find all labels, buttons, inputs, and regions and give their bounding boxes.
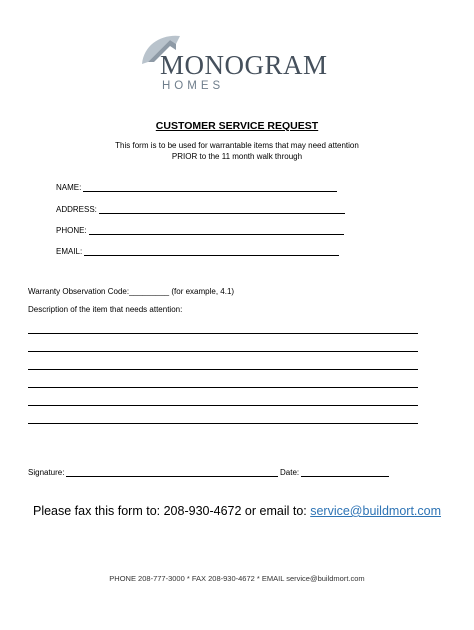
signature-label: Signature: [28,468,65,477]
description-line[interactable] [28,387,418,388]
address-field[interactable] [56,205,345,214]
address-label: ADDRESS: [56,205,97,214]
warranty-code-blank[interactable]: _________ [129,287,170,296]
description-line[interactable] [28,405,418,406]
warranty-code-label: Warranty Observation Code: [28,287,130,296]
footer-contact: PHONE 208-777-3000 * FAX 208-930-4672 * EMAIL service@buildmort.com [109,574,365,583]
description-label: Description of the item that needs attention: [28,305,183,314]
description-line[interactable] [28,369,418,370]
date-field[interactable] [280,468,389,477]
fax-instruction [0,504,474,518]
warranty-code-row[interactable] [28,287,234,296]
phone-line[interactable] [89,226,344,235]
logo-wordmark: MONOGRAM [160,50,328,80]
name-field[interactable] [56,183,337,192]
date-line[interactable] [301,468,389,477]
signature-field[interactable] [28,468,278,477]
email-link[interactable]: service@buildmort.com [310,504,441,518]
fax-text: Please fax this form to: 208-930-4672 or email to: [32,504,311,518]
email-label: EMAIL: [56,247,83,256]
signature-line[interactable] [66,468,278,477]
phone-label: PHONE: [56,226,87,235]
date-label: Date: [280,468,300,477]
email-field[interactable] [56,247,339,256]
address-line[interactable] [99,205,345,214]
intro-line-1: This form is to be used for warrantable items that may need attention [115,141,359,150]
intro-line-2: PRIOR to the 11 month walk through [171,152,303,161]
form-title: CUSTOMER SERVICE REQUEST [155,120,319,132]
monogram-homes-logo [140,30,340,96]
email-line[interactable] [84,247,339,256]
description-line[interactable] [28,333,418,334]
name-label: NAME: [56,183,82,192]
description-line[interactable] [28,351,418,352]
logo-subtitle: HOMES [162,80,225,92]
phone-field[interactable] [56,226,344,235]
name-line[interactable] [83,183,337,192]
description-line[interactable] [28,423,418,424]
warranty-code-example: (for example, 4.1) [171,287,235,296]
